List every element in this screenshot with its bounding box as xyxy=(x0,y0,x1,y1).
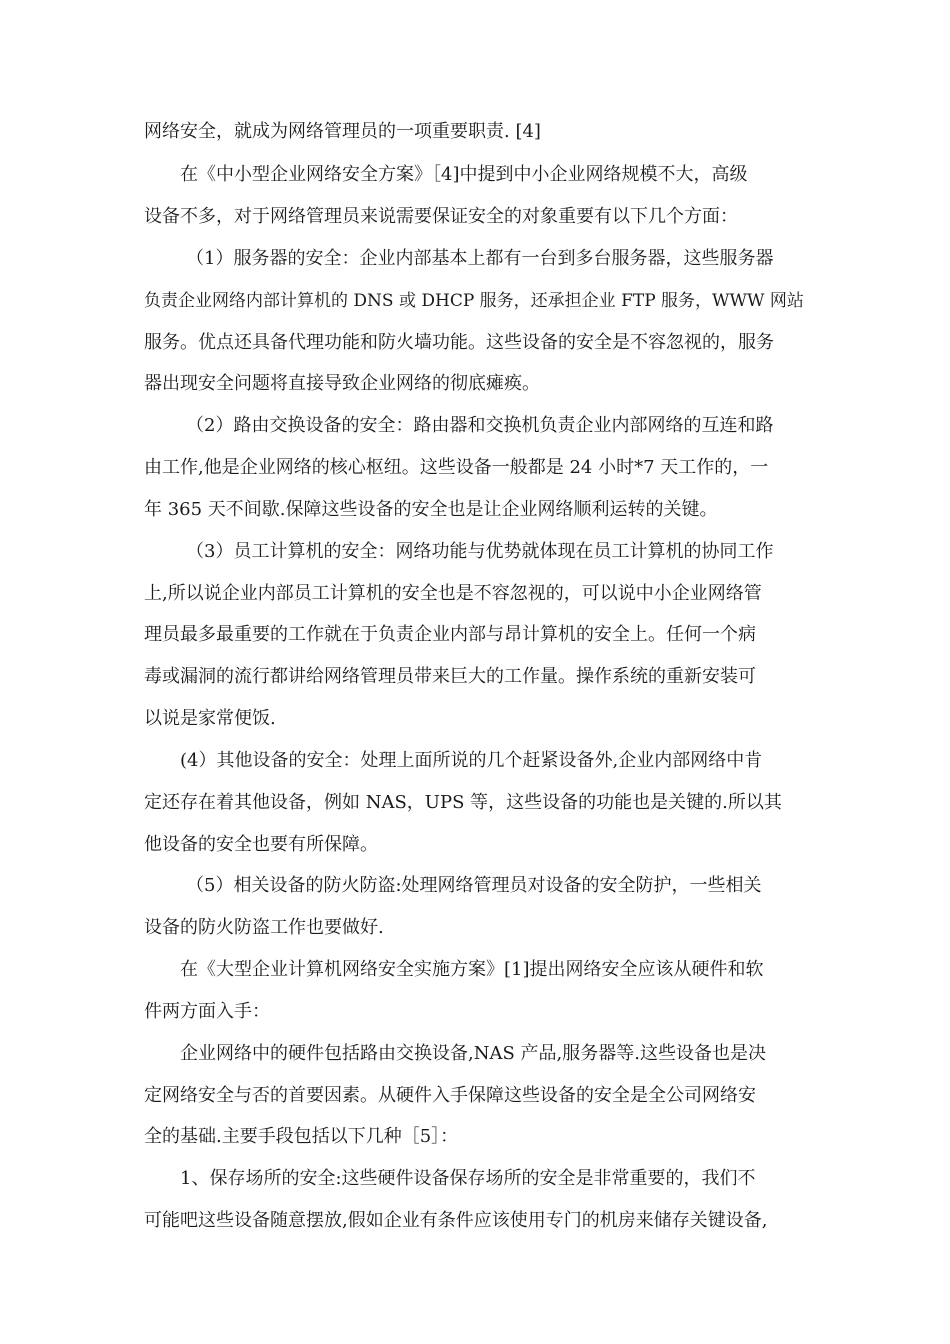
text-line: 在《中小型企业网络安全方案》［4]中提到中小企业网络规模不大，高级 xyxy=(180,164,748,185)
text-line: （5）相关设备的防火防盗:处理网络管理员对设备的安全防护，一些相关 xyxy=(186,875,762,896)
text-line: 全的基础.主要手段包括以下几种［5］： xyxy=(144,1126,459,1147)
text-line: 负责企业网络内部计算机的 DNS 或 DHCP 服务，还承担企业 FTP 服务，WWW 网站 xyxy=(144,291,804,311)
text-line: （1）服务器的安全：企业内部基本上都有一台到多台服务器，这些服务器 xyxy=(186,248,774,269)
text-line: 服务。优点还具备代理功能和防火墙功能。这些设备的安全是不容忽视的，服务 xyxy=(144,332,774,353)
text-line: （3）员工计算机的安全：网络功能与优势就体现在员工计算机的协同工作 xyxy=(186,541,774,562)
text-line: 定网络安全与否的首要因素。从硬件入手保障这些设备的安全是全公司网络安 xyxy=(144,1085,756,1106)
text-line: （2）路由交换设备的安全：路由器和交换机负责企业内部网络的互连和路 xyxy=(186,415,774,436)
text-line: 器出现安全问题将直接导致企业网络的彻底瘫痪。 xyxy=(144,373,540,394)
text-line: 网络安全，就成为网络管理员的一项重要职责. [4] xyxy=(144,121,541,142)
text-line: 理员最多最重要的工作就在于负责企业内部与昂计算机的安全上。任何一个病 xyxy=(144,624,756,645)
text-line: 可能吧这些设备随意摆放,假如企业有条件应该使用专门的机房来储存关键设备, xyxy=(144,1210,768,1231)
text-line: 年 365 天不间歇.保障这些设备的安全也是让企业网络顺利运转的关键。 xyxy=(144,499,718,520)
text-line: 在《大型企业计算机网络安全实施方案》[1]提出网络安全应该从硬件和软 xyxy=(180,959,764,980)
text-line: (4）其他设备的安全：处理上面所说的几个赶紧设备外,企业内部网络中肯 xyxy=(180,750,763,771)
text-line: 设备不多，对于网络管理员来说需要保证安全的对象重要有以下几个方面： xyxy=(144,206,738,227)
text-line: 设备的防火防盗工作也要做好. xyxy=(144,917,384,938)
text-line: 件两方面入手： xyxy=(144,1001,270,1022)
text-line: 他设备的安全也要有所保障。 xyxy=(144,834,378,855)
text-line: 定还存在着其他设备，例如 NAS，UPS 等，这些设备的功能也是关键的.所以其 xyxy=(144,792,782,813)
text-line: 毒或漏洞的流行都讲给网络管理员带来巨大的工作量。操作系统的重新安装可 xyxy=(144,666,756,687)
text-line: 以说是家常便饭. xyxy=(144,708,276,729)
text-line: 上,所以说企业内部员工计算机的安全也是不容忽视的，可以说中小企业网络管 xyxy=(144,583,762,604)
text-line: 企业网络中的硬件包括路由交换设备,NAS 产品,服务器等.这些设备也是决 xyxy=(180,1043,766,1064)
text-line: 由工作,他是企业网络的核心枢纽。这些设备一般都是 24 小时*7 天工作的，一 xyxy=(144,457,769,478)
text-line: 1、保存场所的安全:这些硬件设备保存场所的安全是非常重要的，我们不 xyxy=(180,1168,756,1189)
